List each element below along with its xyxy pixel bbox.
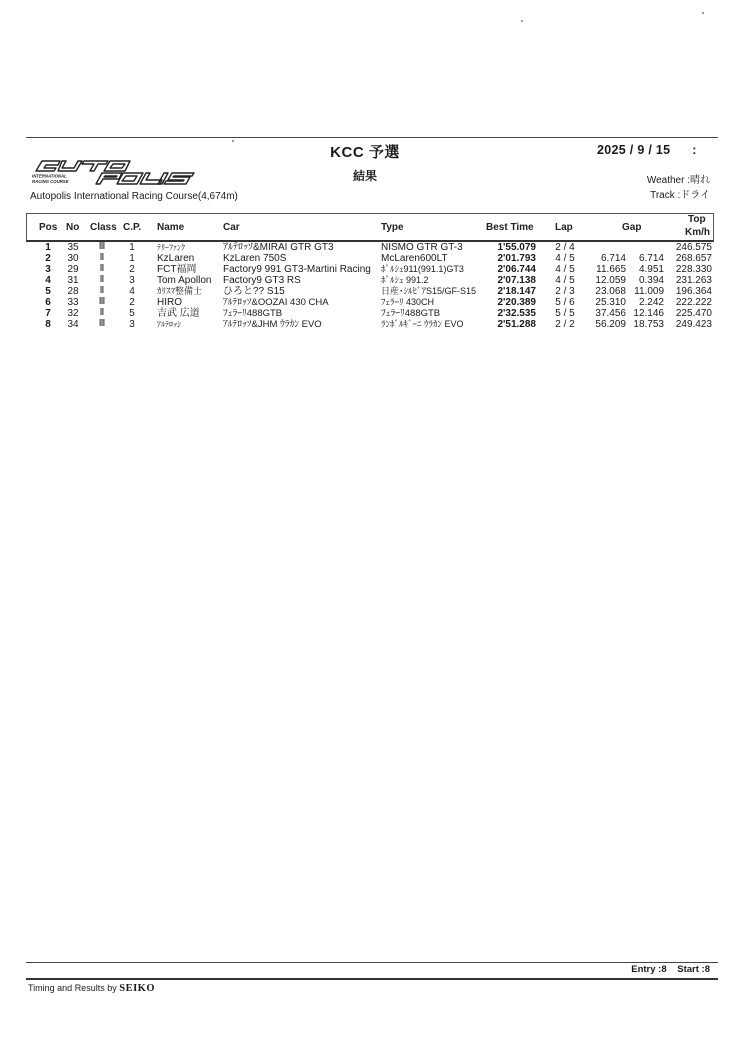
col-header-class: Class — [90, 222, 117, 233]
cell-cp: 4 — [129, 286, 135, 297]
scan-speck — [521, 20, 523, 22]
cell-gap-prev: 6.714 — [638, 253, 664, 264]
cell-pos: 6 — [45, 297, 51, 308]
header-rule — [26, 137, 718, 138]
cell-lap: 5 / 5 — [555, 308, 575, 319]
cell-class: Ⅱ — [99, 308, 105, 318]
cell-car: ｱﾙﾃﾛｯｿ&OOZAI 430 CHA — [223, 297, 329, 308]
cell-top-speed: 228.330 — [675, 264, 712, 275]
cell-lap: 2 / 3 — [555, 286, 575, 297]
svg-text:RACING COURSE: RACING COURSE — [32, 179, 69, 184]
table-row — [0, 264, 740, 275]
table-row — [0, 242, 740, 253]
cell-name: Tom Apollon — [157, 275, 212, 286]
cell-name: HIRO — [157, 297, 182, 308]
event-title: KCC 予選 — [330, 144, 400, 161]
col-header-lap: Lap — [555, 222, 573, 233]
table-row — [0, 319, 740, 330]
cell-cp: 5 — [129, 308, 135, 319]
cell-car: ひろと?? S15 — [223, 286, 285, 297]
cell-lap: 2 / 2 — [555, 319, 575, 330]
date-text: 2025 / 9 / 15 — [597, 143, 671, 157]
track-info — [650, 186, 710, 201]
cell-gap-total: 37.456 — [595, 308, 626, 319]
cell-type: ﾎﾟﾙｼｪ911(991.1)GT3 — [381, 264, 464, 274]
footer-rule-top — [26, 962, 718, 963]
cell-best-time: 2'32.535 — [497, 308, 536, 319]
table-row — [0, 275, 740, 286]
cell-name: ｱﾙﾃﾛｯｼ — [157, 320, 181, 329]
cell-pos: 3 — [45, 264, 51, 275]
cell-top-speed: 268.657 — [675, 253, 712, 264]
cell-type: McLaren600LT — [381, 253, 448, 264]
cell-no: 34 — [67, 319, 79, 330]
time-text: : — [692, 143, 697, 157]
cell-class: Ⅲ — [98, 297, 106, 307]
cell-gap-total: 25.310 — [595, 297, 626, 308]
cell-cp: 3 — [129, 275, 135, 286]
cell-top-speed: 246.575 — [675, 242, 712, 253]
cell-pos: 7 — [45, 308, 51, 319]
cell-cp: 3 — [129, 319, 135, 330]
cell-gap-total: 6.714 — [600, 253, 626, 264]
cell-best-time: 2'18.147 — [497, 286, 536, 297]
cell-type: NISMO GTR GT-3 — [381, 242, 463, 253]
cell-car: Factory9 GT3 RS — [223, 275, 301, 286]
cell-car: KzLaren 750S — [223, 253, 287, 264]
cell-top-speed: 231.263 — [675, 275, 712, 286]
cell-gap-total: 12.059 — [595, 275, 626, 286]
cell-name: ｶﾘｽﾏ整備士 — [157, 286, 203, 296]
cell-lap: 4 / 5 — [555, 275, 575, 286]
cell-no: 29 — [67, 264, 79, 275]
cell-gap-total: 11.665 — [596, 264, 626, 275]
col-header-name: Name — [157, 222, 185, 233]
cell-pos: 8 — [45, 319, 51, 330]
col-header-pos: Pos — [39, 222, 58, 233]
table-row — [0, 297, 740, 308]
table-row — [0, 253, 740, 264]
cell-class: Ⅱ — [99, 286, 105, 296]
col-header-no: No — [66, 222, 80, 233]
col-header-best-time: Best Time — [486, 222, 534, 233]
cell-best-time: 1'55.079 — [497, 242, 536, 253]
cell-gap-prev: 2.242 — [638, 297, 664, 308]
cell-car: ﾌｪﾗｰﾘ488GTB — [223, 308, 283, 319]
cell-class: Ⅱ — [99, 275, 105, 285]
footer-rule-bottom — [26, 978, 718, 980]
cell-top-speed: 222.222 — [675, 297, 712, 308]
cell-type: 日産･ｼﾙﾋﾞｱS15/GF-S15 — [381, 286, 477, 296]
svg-text:INTERNATIONAL: INTERNATIONAL — [32, 173, 67, 179]
cell-class: Ⅱ — [99, 253, 105, 263]
cell-cp: 1 — [129, 242, 135, 253]
track-value: ドライ — [680, 190, 710, 201]
cell-gap-total: 23.068 — [595, 286, 626, 297]
cell-class: Ⅲ — [98, 319, 106, 329]
col-header-gap: Gap — [622, 222, 642, 233]
cell-no: 28 — [67, 286, 79, 297]
col-header-car: Car — [223, 222, 240, 233]
cell-best-time: 2'07.138 — [497, 275, 536, 286]
subtitle-text: 結果 — [352, 169, 377, 183]
cell-top-speed: 196.364 — [675, 286, 712, 297]
cell-gap-prev: 0.394 — [638, 275, 664, 286]
cell-best-time: 2'01.793 — [497, 253, 536, 264]
course-name: Autopolis International Racing Course(4,674m) — [30, 191, 238, 202]
cell-name: KzLaren — [157, 253, 195, 264]
entry-start-counts — [631, 964, 710, 975]
cell-cp: 2 — [129, 297, 135, 308]
cell-gap-prev: 4.951 — [638, 264, 664, 275]
cell-class: Ⅲ — [98, 242, 106, 252]
cell-best-time: 2'20.389 — [497, 297, 536, 308]
cell-gap-prev: 12.146 — [633, 308, 664, 319]
cell-cp: 1 — [129, 253, 135, 264]
cell-top-speed: 225.470 — [675, 308, 712, 319]
cell-car: ｱﾙﾃﾛｯｿ&MIRAI GTR GT3 — [223, 242, 334, 253]
cell-car: Factory9 991 GT3-Martini Racing — [223, 264, 371, 275]
cell-pos: 2 — [45, 253, 51, 264]
cell-no: 31 — [67, 275, 79, 286]
cell-lap: 4 / 5 — [555, 253, 575, 264]
cell-type: ﾎﾟﾙｼｪ 991.2 — [381, 275, 429, 285]
cell-best-time: 2'51.288 — [497, 319, 536, 330]
cell-best-time: 2'06.744 — [497, 264, 536, 275]
col-header-top-line2: Km/h — [685, 227, 710, 238]
cell-lap: 4 / 5 — [555, 264, 575, 275]
cell-name: 吉武 広道 — [157, 308, 200, 319]
table-row — [0, 308, 740, 319]
weather-label: Weather : — [646, 175, 690, 186]
cell-pos: 4 — [45, 275, 51, 286]
timing-credit — [28, 983, 155, 994]
cell-name: FCT福岡 — [157, 264, 197, 275]
cell-no: 30 — [67, 253, 79, 264]
cell-cp: 2 — [129, 264, 135, 275]
track-label: Track : — [650, 190, 681, 201]
seiko-logo: SEIKO — [119, 983, 155, 994]
cell-type: ﾗﾝﾎﾞﾙｷﾞｰﾆ ｳﾗｶﾝ EVO — [381, 319, 464, 329]
col-header-cp: C.P. — [123, 222, 142, 233]
scan-speck — [702, 12, 704, 14]
start-count: Start :8 — [677, 964, 710, 975]
cell-type: ﾌｪﾗｰﾘ 430CH — [381, 297, 435, 307]
cell-pos: 1 — [45, 242, 51, 253]
cell-gap-prev: 18.753 — [633, 319, 664, 330]
col-header-type: Type — [381, 222, 404, 233]
cell-car: ｱﾙﾃﾛｯｿ&JHM ｳﾗｶﾝ EVO — [223, 319, 322, 330]
cell-no: 32 — [67, 308, 79, 319]
cell-no: 35 — [67, 242, 79, 253]
weather-info — [647, 171, 710, 186]
weather-value: 晴れ — [690, 175, 710, 186]
autopolis-logo-icon — [30, 158, 198, 186]
cell-name: ﾃﾘｰﾌｧﾝｸ — [157, 243, 185, 252]
cell-no: 33 — [67, 297, 79, 308]
timing-prefix: Timing and Results by — [28, 983, 117, 993]
event-date — [597, 143, 697, 157]
entry-count: Entry :8 — [631, 964, 667, 975]
table-row — [0, 286, 740, 297]
cell-top-speed: 249.423 — [675, 319, 712, 330]
autopolis-logo — [30, 158, 198, 186]
cell-type: ﾌｪﾗｰﾘ488GTB — [381, 308, 441, 319]
cell-gap-prev: 11.009 — [634, 286, 664, 297]
cell-gap-total: 56.209 — [595, 319, 626, 330]
col-header-top-line1: Top — [688, 214, 706, 225]
cell-lap: 5 / 6 — [555, 297, 575, 308]
cell-pos: 5 — [45, 286, 51, 297]
cell-lap: 2 / 4 — [555, 242, 575, 253]
cell-class: Ⅱ — [99, 264, 105, 274]
